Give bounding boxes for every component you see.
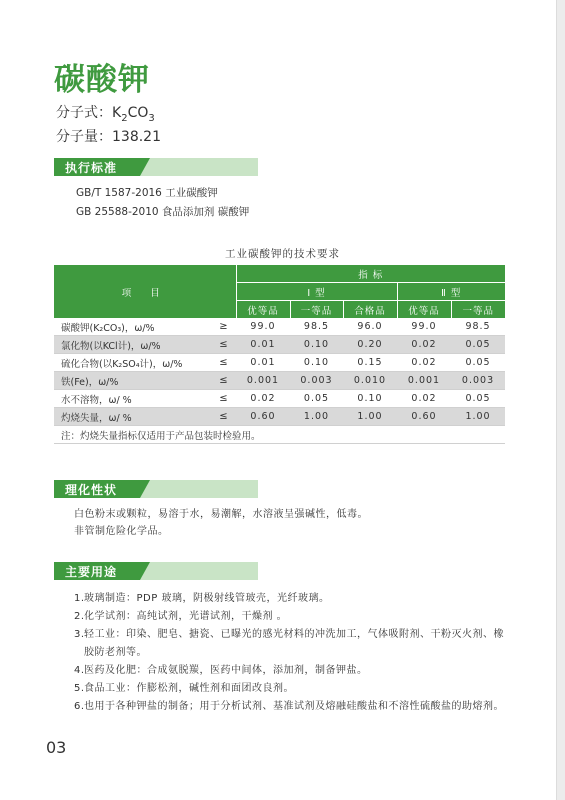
section-header-standard <box>54 158 258 176</box>
row-operator: ≤ <box>212 390 236 408</box>
section-header-uses <box>54 562 258 580</box>
list-item <box>74 590 514 608</box>
row-operator: ≤ <box>212 354 236 372</box>
list-item-number: 1. <box>74 593 85 604</box>
row-value: 0.10 <box>343 390 397 408</box>
molecular-formula <box>56 104 161 128</box>
formula-k: K <box>112 105 122 121</box>
row-value: 0.02 <box>397 336 451 354</box>
table-row <box>54 354 505 372</box>
section-header-label: 执行标准 <box>65 161 118 175</box>
properties-line: 非管制危险化学品。 <box>74 526 169 537</box>
page-title: 碳酸钾 <box>54 62 150 98</box>
list-item-number: 3. <box>74 629 85 640</box>
list-item-text: 食品工业：作膨松剂，碱性剂和面团改良剂。 <box>84 683 294 694</box>
table-header-grade: 优等品 <box>236 301 290 319</box>
table-header-grade: 一等品 <box>451 301 505 319</box>
table-header-grade: 合格品 <box>343 301 397 319</box>
row-value: 0.02 <box>397 354 451 372</box>
spec-table <box>54 264 505 444</box>
properties-line: 白色粉末或颗粒，易溶于水，易潮解，水溶液呈强碱性，低毒。 <box>74 509 368 520</box>
list-item-number: 6. <box>74 701 85 712</box>
row-value: 99.0 <box>397 318 451 336</box>
row-value: 0.05 <box>290 390 343 408</box>
standard-item: GB 25588-2010 食品添加剂 碳酸钾 <box>76 206 250 218</box>
list-item <box>74 626 514 662</box>
table-caption: 工业碳酸钾的技术要求 <box>225 248 340 260</box>
row-value: 1.00 <box>451 408 505 426</box>
table-header-grade: 一等品 <box>290 301 343 319</box>
page-edge-line <box>556 0 557 800</box>
row-name: 铁(Fe)，ω/% <box>54 372 212 390</box>
row-name: 氯化物(以KCl计)，ω/% <box>54 336 212 354</box>
row-value: 0.001 <box>236 372 290 390</box>
row-name: 水不溶物，ω/ % <box>54 390 212 408</box>
row-value: 96.0 <box>343 318 397 336</box>
row-value: 98.5 <box>451 318 505 336</box>
row-value: 0.05 <box>451 354 505 372</box>
uses-list <box>74 590 514 716</box>
section-header-properties <box>54 480 258 498</box>
table-header-grade: 优等品 <box>397 301 451 319</box>
list-item-text: 医药及化肥：合成氨脱羰，医药中间体，添加剂，制备钾盐。 <box>84 665 368 676</box>
table-header-item: 项 目 <box>54 265 236 319</box>
list-item-text: 化学试剂：高纯试剂，光谱试剂，干燥剂 。 <box>84 611 288 622</box>
formula-label: 分子式： <box>56 105 112 121</box>
list-item <box>74 698 514 716</box>
list-item-number: 5. <box>74 683 85 694</box>
formula-co-sub: 3 <box>148 112 155 124</box>
table-header-index: 指 标 <box>236 265 505 283</box>
row-value: 0.10 <box>290 336 343 354</box>
row-name: 碳酸钾(K₂CO₃)，ω/% <box>54 318 212 336</box>
list-item-number: 4. <box>74 665 85 676</box>
table-row <box>54 336 505 354</box>
properties-text <box>74 506 368 540</box>
row-operator: ≤ <box>212 336 236 354</box>
row-value: 0.003 <box>290 372 343 390</box>
table-header-type1: Ⅰ 型 <box>236 283 397 301</box>
list-item <box>74 680 514 698</box>
list-item-text: 轻工业：印染、肥皂、搪瓷、已曝光的感光材料的冲洗加工，气体吸附剂、干粉灭火剂、橡胶防老剂等。 <box>84 629 504 658</box>
table-row <box>54 372 505 390</box>
row-name: 硫化合物(以K₂SO₄计)，ω/% <box>54 354 212 372</box>
row-value: 0.10 <box>290 354 343 372</box>
row-operator: ≤ <box>212 372 236 390</box>
row-value: 0.05 <box>451 390 505 408</box>
table-header-type2: Ⅱ 型 <box>397 283 505 301</box>
table-note: 注：灼烧失量指标仅适用于产品包装时检验用。 <box>54 426 505 444</box>
formula-k-sub: 2 <box>121 112 128 124</box>
row-value: 99.0 <box>236 318 290 336</box>
molecular-weight: 分子量：138.21 <box>56 128 161 145</box>
standards-list <box>76 184 249 222</box>
formula-block <box>56 104 161 147</box>
row-operator: ≥ <box>212 318 236 336</box>
row-value: 0.02 <box>397 390 451 408</box>
page-number: 03 <box>46 738 67 757</box>
list-item-text: 也用于各种钾盐的制备；用于分析试剂、基准试剂及熔融硅酸盐和不溶性硫酸盐的助熔剂。 <box>84 701 504 712</box>
row-value: 0.60 <box>236 408 290 426</box>
list-item <box>74 608 514 626</box>
row-value: 98.5 <box>290 318 343 336</box>
row-name: 灼烧失量，ω/ % <box>54 408 212 426</box>
standard-item: GB/T 1587-2016 工业碳酸钾 <box>76 187 218 199</box>
row-value: 0.003 <box>451 372 505 390</box>
row-operator: ≤ <box>212 408 236 426</box>
row-value: 0.010 <box>343 372 397 390</box>
formula-co: CO <box>127 105 149 121</box>
table-row <box>54 390 505 408</box>
row-value: 1.00 <box>290 408 343 426</box>
section-header-label: 主要用途 <box>65 565 118 579</box>
row-value: 0.01 <box>236 354 290 372</box>
row-value: 0.60 <box>397 408 451 426</box>
row-value: 0.01 <box>236 336 290 354</box>
table-row <box>54 408 505 426</box>
row-value: 0.001 <box>397 372 451 390</box>
list-item-text: 玻璃制造：PDP 玻璃，阴极射线管玻壳，光纤玻璃。 <box>84 593 330 604</box>
list-item-number: 2. <box>74 611 85 622</box>
row-value: 0.02 <box>236 390 290 408</box>
row-value: 1.00 <box>343 408 397 426</box>
row-value: 0.05 <box>451 336 505 354</box>
list-item <box>74 662 514 680</box>
table-row <box>54 318 505 336</box>
page-edge <box>557 0 565 800</box>
row-value: 0.15 <box>343 354 397 372</box>
section-header-label: 理化性状 <box>65 483 118 497</box>
row-value: 0.20 <box>343 336 397 354</box>
table-note-row <box>54 426 505 444</box>
